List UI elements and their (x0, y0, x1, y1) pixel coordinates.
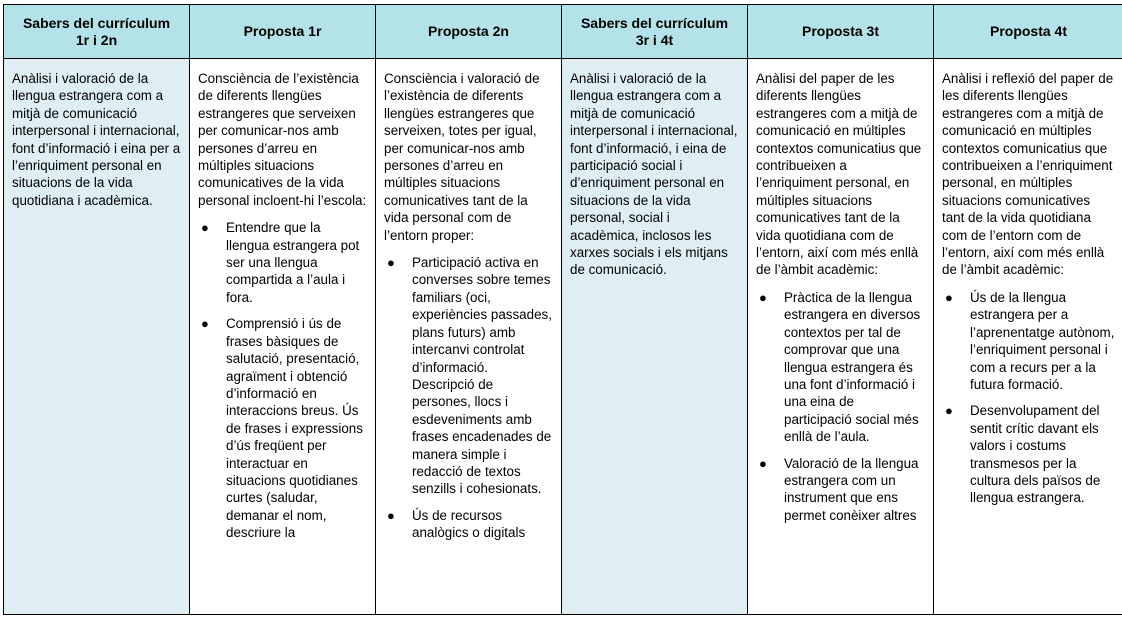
proposal-cell-2n (376, 59, 562, 615)
proposal-cell-1r (190, 59, 376, 615)
cell-intro-text: Anàlisi i valoració de la llengua estrangera com a mitjà de comunicació interpersonal i internacional, font d’informació, i eina de participació social i d’enriquiment personal en situacions de la vida personal, social i acadèmica, inclosos les xarxes socials i els mitjans de comunicació. (570, 71, 738, 278)
list-item-text: Ús de la llengua estrangera per a l’aprenentatge autònom, l’enriquiment personal i com a recurs per a la futura formació. (970, 289, 1115, 392)
list-item-text: Ús de recursos analògics o digitals (412, 507, 526, 541)
header-label: Proposta 2n (428, 23, 509, 39)
cell-content (198, 70, 367, 603)
list-item-text: Pràctica de la llengua estrangera en diversos contextos per tal de comprovar que una llengua estrangera és una font d’informació i una eina de participació social més enllà de l’aula. (784, 289, 921, 445)
proposal-cell-3t (748, 59, 934, 615)
header-label: Sabers del currículum (22, 14, 171, 31)
bullet-list (942, 289, 1115, 507)
list-item (756, 455, 925, 525)
bullet-icon: ● (201, 220, 209, 236)
header-cell (190, 5, 376, 59)
list-item (198, 315, 367, 541)
list-item (942, 402, 1115, 506)
cell-intro-text: Anàlisi i valoració de la llengua estrangera com a mitjà de comunicació interpersonal i internacional, font d’informació i eina per a l’enriquiment personal en situacions de la vida quotidiana i acadèmica. (12, 71, 181, 208)
cell-content (570, 70, 739, 603)
bullet-list (198, 219, 367, 541)
list-item (756, 289, 925, 446)
curriculum-cell-1r-2n (4, 59, 190, 615)
cell-content (384, 70, 553, 603)
header-cell (748, 5, 934, 59)
header-label: Proposta 1r (243, 23, 322, 39)
header-label: Proposta 4t (989, 23, 1067, 39)
cell-content (12, 70, 181, 603)
content-row (4, 59, 1122, 615)
bullet-icon: ● (759, 289, 767, 305)
header-label: 3r i 4t (635, 31, 674, 48)
bullet-list (756, 289, 925, 524)
header-label: Sabers del currículum (580, 14, 729, 31)
bullet-icon: ● (945, 289, 953, 305)
cell-content (942, 70, 1115, 603)
bullet-icon: ● (201, 316, 209, 332)
cell-content (756, 70, 925, 603)
list-item-text: Desenvolupament del sentit crític davant els valors i costums transmesos per la cultura dels països de llengua estrangera. (970, 403, 1101, 506)
bullet-icon: ● (387, 507, 395, 523)
header-label: 1r i 2n (75, 31, 118, 48)
bullet-icon: ● (945, 403, 953, 419)
bullet-list (384, 254, 553, 542)
header-cell (4, 5, 190, 59)
header-cell (376, 5, 562, 59)
curriculum-cell-3r-4t (562, 59, 748, 615)
list-item-text: Entendre que la llengua estrangera pot ser una llengua compartida a l’aula i fora. (226, 220, 360, 305)
curriculum-table (3, 4, 1122, 615)
list-item (942, 289, 1115, 393)
list-item-text: Comprensió i ús de frases bàsiques de salutació, presentació, agraïment i obtenció d’informació en interaccions breus. Ús de frases i expressions d’ús freqüent per interactuar en situacions quotidianes curtes (saludar, demanar el nom, descriure la (226, 316, 363, 541)
list-item (384, 507, 553, 542)
header-cell (562, 5, 748, 59)
header-row (4, 5, 1122, 59)
cell-intro-text: Consciència de l’existència de diferents llengües estrangeres que serveixen per comunicar-nos amb persones d’arreu en múltiples situacions comunicatives de la vida personal incloent-hi l’escola: (198, 71, 367, 208)
list-item-text: Valoració de la llengua estrangera com un instrument que ens permet conèixer altres (784, 455, 919, 523)
list-item (384, 254, 553, 498)
proposal-cell-4t (934, 59, 1122, 615)
bullet-icon: ● (387, 255, 395, 271)
list-item-text: Participació activa en converses sobre temes familiars (oci, experiències passades, plans futurs) amb intercanvi controlat d’informació. Descripció de persones, llocs i esdeveniments amb frases encadenades de manera simple i redacció de textos senzills i cohesionats. (412, 255, 552, 497)
bullet-icon: ● (759, 455, 767, 471)
cell-intro-text: Consciència i valoració de l’existència de diferents llengües estrangeres que serveixen, totes per igual, per comunicar-nos amb persones d’arreu en múltiples situacions comunicatives tant de la vida personal com de l’entorn proper: (384, 71, 540, 243)
cell-intro-text: Anàlisi i reflexió del paper de les diferents llengües estrangeres com a mitjà de comunicació en múltiples contextos comunicatius que contribueixen a l’enriquiment personal, en múltiples situacions comunicatives tant de la vida quotidiana com de l’entorn com de l’entorn, així com més enllà de l’àmbit acadèmic: (942, 71, 1114, 278)
cell-intro-text: Anàlisi del paper de les diferents llengües estrangeres com a mitjà de comunicació en múltiples contextos comunicatius que contribueixen a l’enriquiment personal, en múltiples situacions comunicatives tant de la vida quotidiana com de l’entorn, així com més enllà de l’àmbit acadèmic: (756, 71, 922, 278)
header-label: Proposta 3t (801, 23, 879, 39)
header-cell (934, 5, 1122, 59)
list-item (198, 219, 367, 306)
